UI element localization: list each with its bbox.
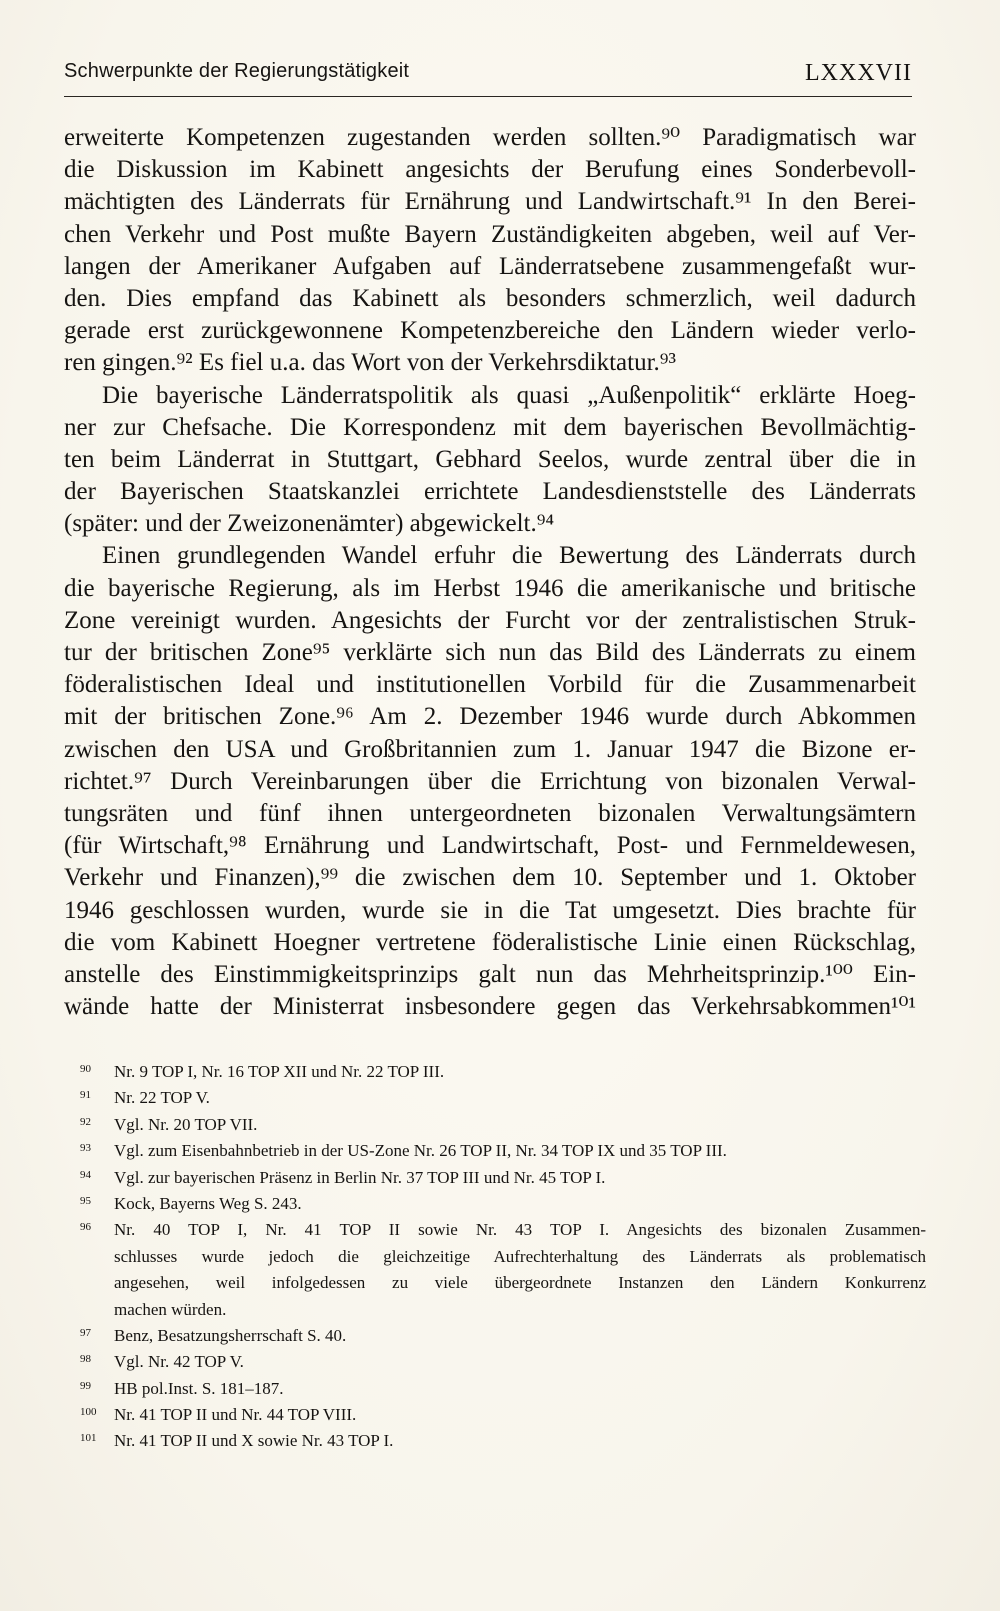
footnote — [80, 1323, 926, 1349]
page-number: LXXXVII — [805, 60, 912, 86]
footnote — [80, 1191, 926, 1217]
text-line: ten beim Länderrat in Stuttgart, Gebhard Seelos, wurde zentral über die in — [64, 445, 916, 473]
text-line: gerade erst zurückgewonnene Kompetenzbereiche den Ländern wieder verlo- — [64, 317, 916, 345]
main-text — [64, 122, 916, 1023]
footnote-text: angesehen, weil infolgedessen zu viele übergeordnete Instanzen den Ländern Konkurrenz — [114, 1273, 926, 1293]
running-head: Schwerpunkte der Regierungstätigkeit — [64, 60, 410, 82]
footnote-text: Kock, Bayerns Weg S. 243. — [114, 1193, 302, 1213]
text-line: anstelle des Einstimmigkeitsprinzips galt nun das Mehrheitsprinzip.¹⁰⁰ Ein- — [64, 960, 916, 988]
text-line: Die bayerische Länderratspolitik als quasi „Außenpolitik“ erklärte Hoeg- — [102, 381, 916, 409]
text-line: die bayerische Regierung, als im Herbst 1946 die amerikanische und britische — [64, 574, 916, 602]
footnote-number: 98 — [80, 1353, 91, 1366]
text-line: ner zur Chefsache. Die Korrespondenz mit dem bayerischen Bevollmächtig- — [64, 413, 916, 441]
text-line: erweiterte Kompetenzen zugestanden werden sollten.⁹⁰ Paradigmatisch war — [64, 124, 916, 151]
footnote-number: 95 — [80, 1194, 91, 1207]
text-line: mächtigten des Länderrats für Ernährung und Landwirtschaft.⁹¹ In den Berei- — [64, 188, 916, 216]
footnote — [80, 1138, 926, 1164]
footnote-number: 92 — [80, 1115, 91, 1128]
text-line: (später: und der Zweizonenämter) abgewickelt.⁹⁴ — [64, 510, 555, 538]
footnote-text: Nr. 41 TOP II und Nr. 44 TOP VIII. — [114, 1405, 357, 1425]
footnote-number: 99 — [80, 1379, 91, 1392]
footnote-text: machen würden. — [114, 1299, 227, 1319]
page-header — [64, 60, 912, 97]
footnote — [80, 1059, 926, 1085]
footnote-text: Vgl. zum Eisenbahnbetrieb in der US-Zone Nr. 26 TOP II, Nr. 34 TOP IX und 35 TOP III. — [114, 1141, 727, 1161]
footnote-number: 91 — [80, 1089, 91, 1102]
text-line: Einen grundlegenden Wandel erfuhr die Bewertung des Länderrats durch — [102, 542, 916, 570]
text-line: mit der britischen Zone.⁹⁶ Am 2. Dezember 1946 wurde durch Abkommen — [64, 703, 916, 731]
footnote — [80, 1112, 926, 1138]
text-line: ren gingen.⁹² Es fiel u.a. das Wort von der Verkehrsdiktatur.⁹³ — [64, 349, 676, 377]
text-line: tungsräten und fünf ihnen untergeordneten bizonalen Verwaltungsämtern — [64, 799, 916, 827]
footnote-number: 93 — [80, 1142, 91, 1155]
text-line: den. Dies empfand das Kabinett als besonders schmerzlich, weil dadurch — [64, 284, 916, 312]
footnote — [80, 1428, 926, 1454]
footnote-text: Nr. 40 TOP I, Nr. 41 TOP II sowie Nr. 43 TOP I. Angesichts des bizonalen Zusammen- — [114, 1220, 926, 1240]
footnote — [80, 1165, 926, 1191]
text-line: richtet.⁹⁷ Durch Vereinbarungen über die Errichtung von bizonalen Verwal- — [64, 767, 916, 795]
footnote — [80, 1376, 926, 1402]
footnote-text: Nr. 9 TOP I, Nr. 16 TOP XII und Nr. 22 TOP III. — [114, 1062, 445, 1081]
text-line: chen Verkehr und Post mußte Bayern Zuständigkeiten abgeben, weil auf Ver- — [64, 220, 916, 248]
text-line: der Bayerischen Staatskanzlei errichtete Landesdienststelle des Länderrats — [64, 478, 916, 506]
text-line: zwischen den USA und Großbritannien zum 1. Januar 1947 die Bizone er- — [64, 735, 916, 763]
text-line: Zone vereinigt wurden. Angesichts der Furcht vor der zentralistischen Struk- — [64, 606, 916, 634]
footnote-text: HB pol.Inst. S. 181–187. — [114, 1378, 284, 1398]
footnote-text: Nr. 22 TOP V. — [114, 1088, 210, 1108]
footnote-number: 97 — [80, 1326, 91, 1339]
footnote-text: schlusses wurde jedoch die gleichzeitige Aufrechterhaltung des Länderrats als problematisch — [114, 1246, 926, 1266]
footnote-text: Vgl. Nr. 42 TOP V. — [114, 1352, 244, 1372]
footnote-number: 94 — [80, 1168, 91, 1181]
footnote-text: Nr. 41 TOP II und X sowie Nr. 43 TOP I. — [114, 1431, 394, 1451]
footnote-number: 90 — [80, 1063, 91, 1075]
footnote-number: 101 — [80, 1432, 97, 1445]
footnote-number: 100 — [80, 1406, 97, 1419]
text-line: tur der britischen Zone⁹⁵ verklärte sich nun das Bild des Länderrats zu einem — [64, 639, 916, 666]
text-line: Verkehr und Finanzen),⁹⁹ die zwischen dem 10. September und 1. Oktober — [64, 864, 916, 892]
footnote-number: 96 — [80, 1221, 91, 1234]
footnote-text: Benz, Besatzungsherrschaft S. 40. — [114, 1325, 347, 1345]
footnotes — [80, 1059, 926, 1455]
footnote — [80, 1402, 926, 1428]
text-line: die vom Kabinett Hoegner vertretene föderalistische Linie einen Rückschlag, — [64, 928, 916, 956]
text-line: 1946 geschlossen wurden, wurde sie in die Tat umgesetzt. Dies brachte für — [64, 896, 916, 924]
footnote-text: Vgl. Nr. 20 TOP VII. — [114, 1114, 258, 1134]
text-line: die Diskussion im Kabinett angesichts der Berufung eines Sonderbevoll- — [64, 156, 916, 184]
text-line: (für Wirtschaft,⁹⁸ Ernährung und Landwirtschaft, Post- und Fernmeldewesen, — [64, 832, 916, 860]
footnote — [80, 1217, 926, 1323]
text-line: föderalistischen Ideal und institutionellen Vorbild für die Zusammenarbeit — [64, 671, 916, 699]
text-line: wände hatte der Ministerrat insbesondere gegen das Verkehrsabkommen¹⁰¹ — [64, 993, 916, 1021]
footnote — [80, 1085, 926, 1111]
footnote — [80, 1349, 926, 1375]
text-line: langen der Amerikaner Aufgaben auf Länderratsebene zusammengefaßt wur- — [64, 252, 916, 280]
footnote-text: Vgl. zur bayerischen Präsenz in Berlin Nr. 37 TOP III und Nr. 45 TOP I. — [114, 1167, 606, 1187]
